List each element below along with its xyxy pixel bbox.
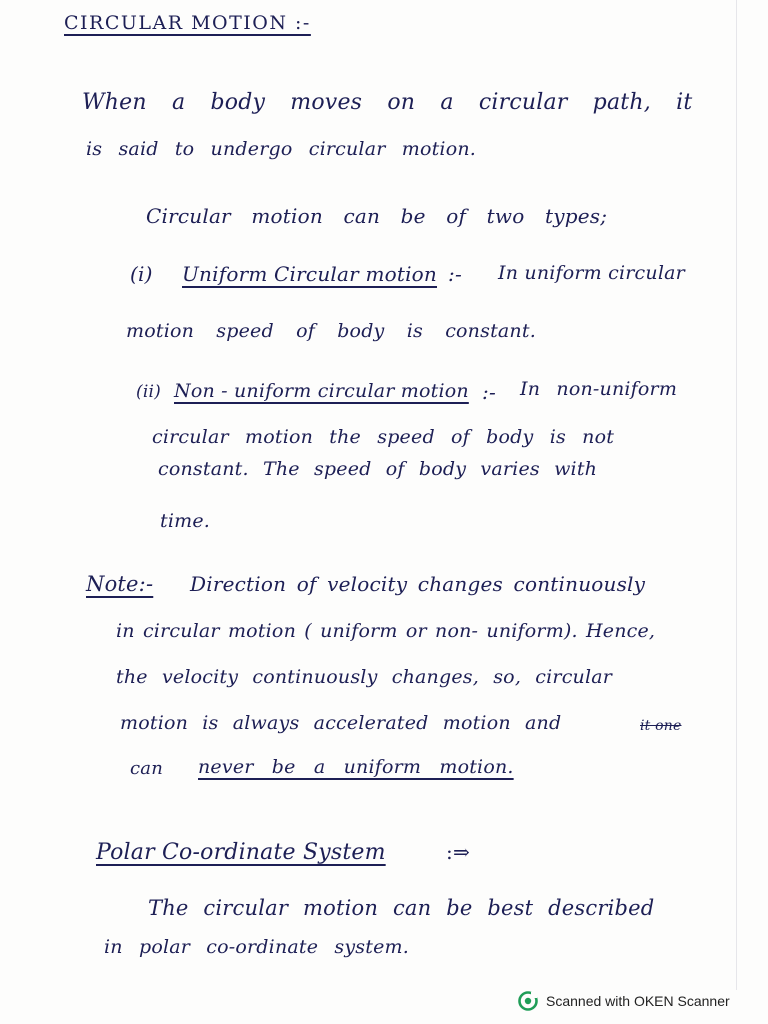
note-line-4: motion is always accelerated motion and xyxy=(120,712,562,734)
oken-scanner-logo-icon xyxy=(518,991,538,1011)
note-line-1: Direction of velocity changes continuously xyxy=(190,572,646,596)
note-line-3: the velocity continuously changes, so, circular xyxy=(116,666,613,688)
intro-line-2: is said to undergo circular motion. xyxy=(86,138,477,160)
uniform-term: Uniform Circular motion xyxy=(182,262,438,286)
scanner-watermark-text: Scanned with OKEN Scanner xyxy=(546,993,730,1009)
uniform-definition-2: motion speed of body is constant. xyxy=(126,320,536,342)
nonuniform-definition-3: constant. The speed of body varies with xyxy=(158,458,598,480)
nonuniform-separator: :- xyxy=(482,380,496,404)
types-intro: Circular motion can be of two types; xyxy=(146,204,608,228)
scanner-watermark xyxy=(518,991,730,1011)
polar-heading-arrow: :⇒ xyxy=(446,840,470,864)
uniform-separator: :- xyxy=(448,262,462,286)
intro-line-1: When a body moves on a circular path, it xyxy=(82,90,693,115)
nonuniform-definition-1: In non-uniform xyxy=(520,378,678,400)
nonuniform-definition-4: time. xyxy=(160,510,211,532)
note-line-2: in circular motion ( uniform or non- uniform). Hence, xyxy=(116,620,656,642)
nonuniform-number: (ii) xyxy=(136,382,161,402)
note-label: Note:- xyxy=(86,572,154,596)
note-line-5-conclusion: never be a uniform motion. xyxy=(198,756,514,778)
note-line-5-start: can xyxy=(130,758,164,779)
uniform-number: (i) xyxy=(130,262,153,286)
uniform-definition-1: In uniform circular xyxy=(498,262,685,284)
nonuniform-term: Non - uniform circular motion xyxy=(174,380,469,402)
polar-line-1: The circular motion can be best described xyxy=(148,896,655,920)
page-margin-line xyxy=(736,0,737,990)
page-title: CIRCULAR MOTION :- xyxy=(64,12,311,34)
polar-line-2: in polar co-ordinate system. xyxy=(104,936,409,958)
note-struck-word: it one xyxy=(640,718,682,734)
nonuniform-definition-2: circular motion the speed of body is not xyxy=(152,426,615,448)
polar-heading: Polar Co-ordinate System xyxy=(96,840,386,865)
